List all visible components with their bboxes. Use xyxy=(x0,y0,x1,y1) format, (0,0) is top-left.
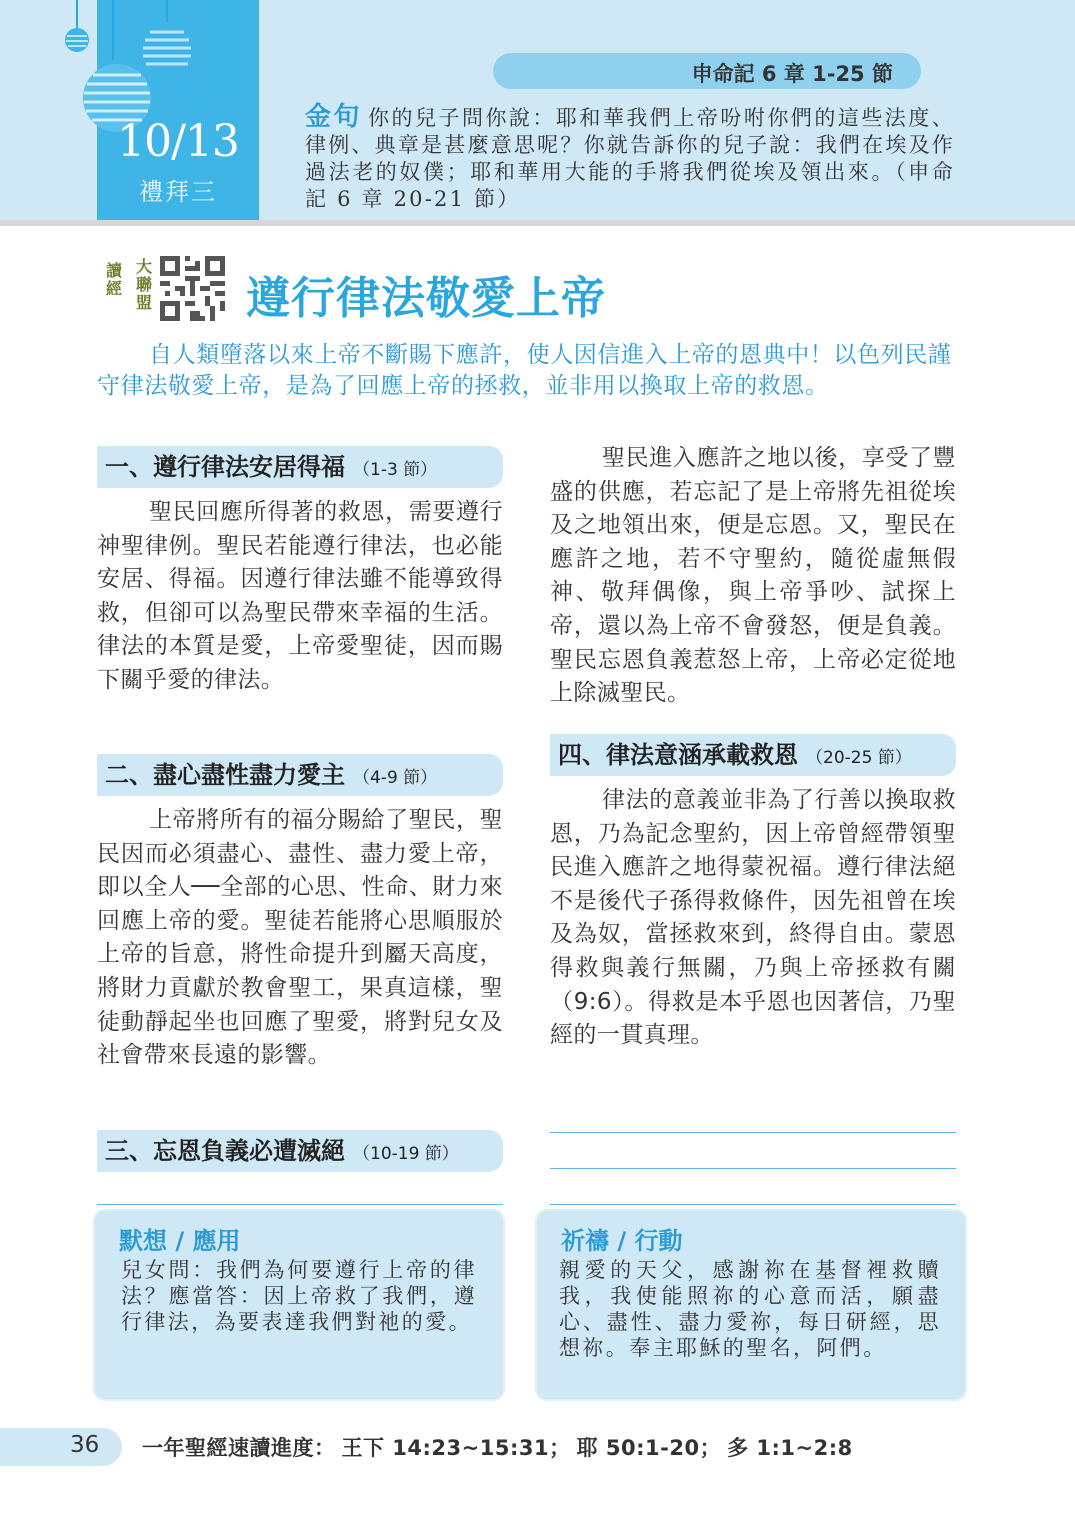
section-heading-1 xyxy=(97,446,503,488)
section-body-4: 律法的意義並非為了行善以換取救恩，乃為記念聖約，因上帝曾經帶領聖民進入應許之地得蒙祝福。遵行律法絕不是後代子孫得救條件，因先祖曾在埃及為奴，當拯救來到，終得自由。蒙恩得救與義行無關，乃與上帝拯救有關（9:6）。得救是本乎恩也因著信，乃聖經的一貫真理。 xyxy=(550,787,956,1049)
section-heading-3-verses: （10-19 節） xyxy=(353,1144,459,1164)
memory-verse-text: 你的兒子問你說：耶和華我們上帝吩咐你們的這些法度、律例、典章是甚麼意思呢？你就告訴你的兒子說：我們在埃及作過法老的奴僕；耶和華用大能的手將我們從埃及領出來。（申命記 6 章 20-21 節） xyxy=(305,106,955,211)
section-heading-2-title: 二、盡心盡性盡力愛主 xyxy=(105,761,345,789)
section-heading-1-title: 一、遵行律法安居得福 xyxy=(105,453,345,481)
section-heading-2-verses: （4-9 節） xyxy=(353,768,438,788)
section-heading-4-verses: （20-25 節） xyxy=(806,748,912,768)
memory-verse xyxy=(305,104,955,213)
qr-code-icon[interactable] xyxy=(160,256,225,321)
section-heading-4 xyxy=(550,734,956,776)
header-divider xyxy=(0,220,1075,226)
note-line xyxy=(550,1132,956,1133)
prayer-text: 親愛的天父，感謝祢在基督裡救贖我，我使能照祢的心意而活，願盡心、盡性、盡力愛祢，每日研經，思想祢。奉主耶穌的聖名，阿們。 xyxy=(559,1258,941,1360)
scripture-reference: 申命記 6 章 1-25 節 xyxy=(691,62,893,86)
section-heading-3-title: 三、忘恩負義必遭滅絕 xyxy=(105,1137,345,1165)
meditation-title: 默想 / 應用 xyxy=(119,1227,241,1255)
note-line xyxy=(550,1204,956,1205)
tag-read-scripture: 讀經 xyxy=(106,261,123,298)
meditation-text: 兒女問：我們為何要遵行上帝的律法？應當答：因上帝救了我們，遵行律法，為要表達我們對祂的愛。 xyxy=(121,1258,477,1334)
scripture-reference-pill xyxy=(493,53,921,89)
reading-progress-label: 一年聖經速讀進度： xyxy=(142,1436,336,1460)
date-weekday: 禮拜三 xyxy=(139,178,217,206)
page-title: 遵行律法敬愛上帝 xyxy=(246,273,606,324)
section-body-1: 聖民回應所得著的救恩，需要遵行神聖律例。聖民若能遵行律法，也必能安居、得福。因遵行律法雖不能導致得救，但卻可以為聖民帶來幸福的生活。律法的本質是愛，上帝愛聖徒，因而賜下關乎愛的律法。 xyxy=(97,499,503,693)
section-body-2: 上帝將所有的福分賜給了聖民，聖民因而必須盡心、盡性、盡力愛上帝，即以全人──全部的心思、性命、財力來回應上帝的愛。聖徒若能將心思順服於上帝的旨意，將性命提升到屬天高度，將財力貢獻於教會聖工，果真這樣，聖徒動靜起坐也回應了聖愛，將對兒女及社會帶來長遠的影響。 xyxy=(97,807,503,1069)
note-line xyxy=(97,1204,503,1205)
meditation-box xyxy=(95,1211,503,1399)
reading-progress-item: 多 1:1~2:8 xyxy=(727,1436,853,1460)
section-heading-2 xyxy=(97,754,503,796)
reading-progress-item: 王下 14:23~15:31； xyxy=(341,1436,571,1460)
section-heading-3 xyxy=(97,1130,503,1172)
section-heading-1-verses: （1-3 節） xyxy=(353,460,438,480)
prayer-box xyxy=(537,1211,965,1399)
memory-verse-label: 金句 xyxy=(305,102,362,132)
tag-alliance: 大聯盟 xyxy=(136,257,153,312)
section-heading-4-title: 四、律法意涵承載救恩 xyxy=(558,741,798,769)
date-number: 10/13 xyxy=(117,116,239,167)
reading-progress xyxy=(142,1432,859,1462)
prayer-title: 祈禱 / 行動 xyxy=(561,1227,683,1255)
page-number-tab xyxy=(0,1428,122,1466)
page-number: 36 xyxy=(70,1432,100,1458)
intro-paragraph: 自人類墮落以來上帝不斷賜下應許，使人因信進入上帝的恩典中！以色列民謹守律法敬愛上帝，是為了回應上帝的拯救，並非用以換取上帝的救恩。 xyxy=(97,342,952,399)
section-body-3: 聖民進入應許之地以後，享受了豐盛的供應，若忘記了是上帝將先祖從埃及之地領出來，便是忘恩。又，聖民在應許之地，若不守聖約，隨從虛無假神、敬拜偶像，與上帝爭吵、試探上帝，還以為上帝不會發怒，便是負義。聖民忘恩負義惹怒上帝，上帝必定從地上除滅聖民。 xyxy=(550,445,956,707)
note-line xyxy=(550,1168,956,1169)
reading-progress-item: 耶 50:1-20； xyxy=(576,1436,722,1460)
